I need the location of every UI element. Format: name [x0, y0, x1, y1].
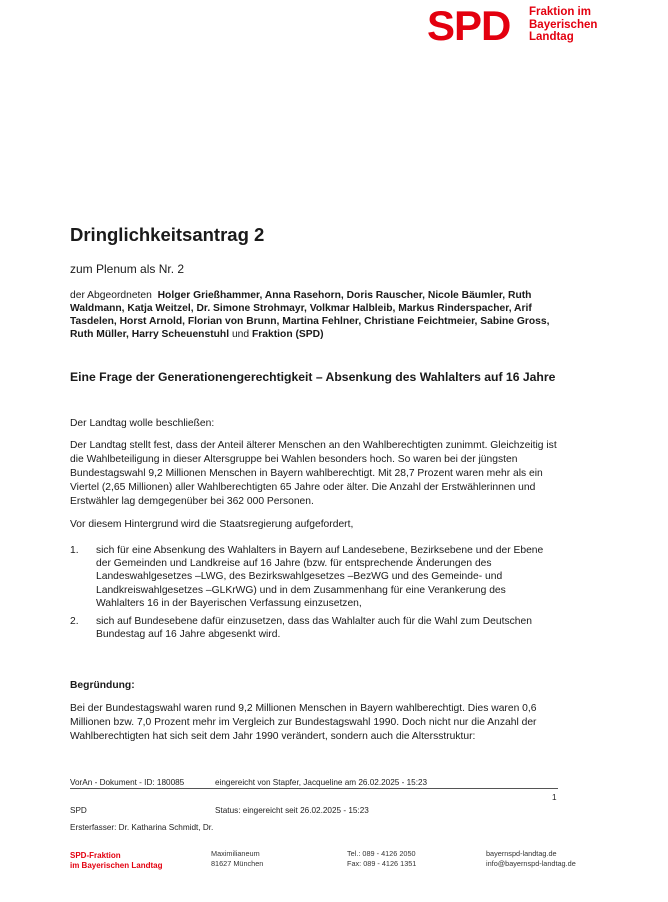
paragraph-1: Der Landtag stellt fest, dass der Anteil älterer Menschen an den Wahlberechtigten zunimmt. Gleichzeitig ist die Wahlbeteiligung in dieser Altersgruppe bei Wahlen besonders hoch. So waren bei der jüngsten Bundestagswahl 9,2 Millionen Menschen in Bayern wahlberechtigt. Mit 28,7 Prozent waren mehr als ein Viertel (2,65 Millionen) aller Wahlberechtigten 65 Jahre oder älter. Die Anzahl der Erstwählerinnen und Erstwähler lag demgegenüber bei 362 000 Personen. — [70, 440, 557, 507]
footer-web-link[interactable]: bayernspd-landtag.de — [486, 849, 557, 858]
document-subtitle: zum Plenum als Nr. 2 — [70, 262, 185, 276]
page-number: 1 — [552, 793, 557, 802]
spd-logo-text — [529, 6, 597, 44]
meta-divider — [70, 788, 558, 789]
party-label: SPD — [70, 806, 87, 815]
submitted-info: eingereicht von Stapfer, Jacqueline am 26.02.2025 - 15:23 — [215, 778, 428, 787]
motion-title: Eine Frage der Generationengerechtigkeit – Absenkung des Wahlalters auf 16 Jahre — [70, 370, 556, 384]
list-text: sich auf Bundesebene dafür einzusetzen, dass das Wahlalter auch für die Wahl zum Deutschen Bundestag auf 16 Jahre abgesenkt wird. — [96, 616, 532, 641]
authors-suffix: Fraktion (SPD) — [252, 329, 324, 340]
footer-brand — [70, 851, 162, 870]
authors-block — [70, 289, 570, 341]
authors-names: Holger Grießhammer, Anna Rasehorn, Doris Rauscher, Nicole Bäumler, Ruth Waldmann, Katja Weitzel, Dr. Simone Strohmayr, Volkmar Halbleib, Markus Rinderspacher, Arif Tasdelen, Horst Arnold, Florian von Brunn, Martina Fehlner, Christiane Feichtmeier, Sabine Gross, Ruth Müller, Harry Scheuenstuhl — [70, 290, 550, 340]
list-number: 2. — [70, 616, 79, 627]
resolve-line: Der Landtag wolle beschließen: — [70, 418, 215, 429]
footer-address-line-2: 81627 München — [211, 859, 264, 868]
logo-line-2: Bayerischen — [529, 18, 598, 31]
list-text: sich für eine Absenkung des Wahlalters in Bayern auf Landesebene, Bezirksebene und der Ebene der Gemeinden und Landkreise auf 16 Jahre (bzw. für entsprechende Änderungen des Landeswahlgesetzes –LWG, des Bezirkswahlgesetzes –BezWG und des Gemeinde- und Landkreiswahlgesetzes –GLKrWG) und in dem Zusammenhang für eine Verankerung des Wahlalters 16 in der Bayerischen Verfassung einzusetzen, — [96, 545, 544, 609]
footer-address — [211, 849, 263, 869]
footer-online — [486, 849, 576, 869]
list-number: 1. — [70, 545, 79, 556]
author-text: Ersterfasser: Dr. Katharina Schmidt, Dr. — [70, 823, 214, 832]
authors-prefix: der Abgeordneten — [70, 290, 152, 301]
footer-contact — [347, 849, 416, 869]
footer-brand-line-1: SPD-Fraktion — [70, 851, 121, 860]
reason-heading: Begründung: — [70, 680, 135, 691]
spd-logo-mark: SPD — [427, 2, 511, 49]
footer-fax: Fax: 089 - 4126 1351 — [347, 859, 417, 868]
document-title: Dringlichkeitsantrag 2 — [70, 224, 265, 245]
list-item — [70, 544, 565, 614]
status-text: Status: eingereicht seit 26.02.2025 - 15:23 — [215, 806, 369, 815]
authors-joiner: und — [231, 329, 250, 340]
logo-line-1: Fraktion im — [529, 6, 591, 18]
paragraph-2: Vor diesem Hintergrund wird die Staatsregierung aufgefordert, — [70, 519, 354, 530]
footer-address-line-1: Maximilianeum — [211, 849, 260, 858]
footer-brand-line-2: im Bayerischen Landtag — [70, 860, 163, 870]
footer-email-link[interactable]: info@bayernspd-landtag.de — [486, 859, 576, 868]
logo-line-3: Landtag — [529, 31, 574, 43]
footer-phone: Tel.: 089 - 4126 2050 — [347, 849, 416, 858]
list-item — [70, 615, 565, 645]
reason-text: Bei der Bundestagswahl waren rund 9,2 Millionen Menschen in Bayern wahlberechtigt. Dies waren 0,6 Millionen bzw. 7,0 Prozent mehr im Vergleich zur Bundestagswahl 1990. Doch nicht nur die Anzahl der Wahlberechtigten hat sich seit dem Jahr 1990 verändert, sondern auch die Altersstruktur: — [70, 703, 537, 742]
doc-id: VorAn - Dokument - ID: 180085 — [70, 778, 185, 787]
